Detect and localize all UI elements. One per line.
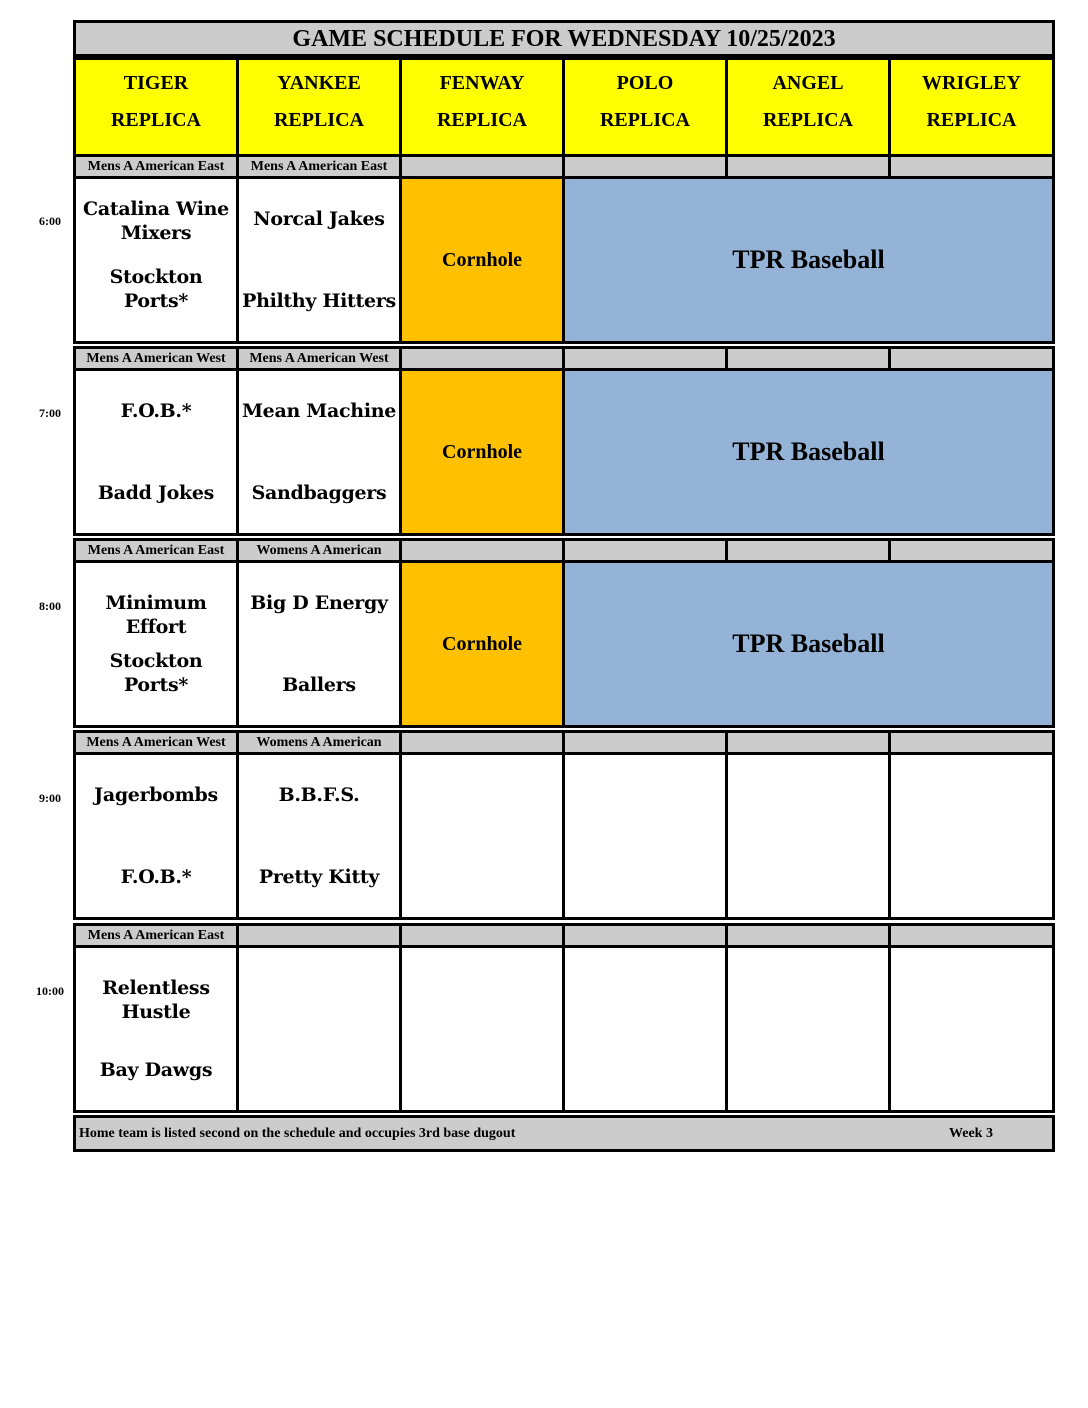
game-cell xyxy=(236,560,402,728)
home-team: Pretty Kitty xyxy=(258,866,380,888)
empty-cell xyxy=(725,752,891,920)
empty-cell xyxy=(236,945,402,1113)
division-label: Mens A American East xyxy=(73,923,239,948)
division-label: Womens A American xyxy=(236,538,402,563)
field-name: POLO xyxy=(616,72,674,94)
week-label: Week 3 xyxy=(949,1126,993,1141)
time-label-8: 8:00 xyxy=(39,599,61,613)
away-team: Catalina Wine Mixers xyxy=(83,198,229,244)
division-label: Mens A American East xyxy=(73,154,239,179)
division-label: Mens A American West xyxy=(236,346,402,371)
empty-cell xyxy=(562,752,728,920)
empty-cell xyxy=(888,945,1055,1113)
home-team-note: Home team is listed second on the schedule and occupies 3rd base dugout xyxy=(79,1126,516,1141)
empty-cell xyxy=(725,945,891,1113)
home-team: Bay Dawgs xyxy=(99,1059,213,1081)
time-label-7: 7:00 xyxy=(39,406,61,420)
home-team: Sandbaggers xyxy=(251,482,387,504)
field-sub: REPLICA xyxy=(436,109,527,131)
home-team: Stockton Ports* xyxy=(109,650,203,696)
schedule-table xyxy=(73,20,1055,1152)
division-label: Womens A American xyxy=(236,730,402,755)
field-sub: REPLICA xyxy=(762,109,853,131)
schedule-footer xyxy=(73,1115,1055,1152)
schedule-title: GAME SCHEDULE FOR WEDNESDAY 10/25/2023 xyxy=(73,20,1055,57)
away-team: F.O.B.* xyxy=(120,400,192,422)
game-cell xyxy=(73,752,239,920)
division-label: Mens A American East xyxy=(236,154,402,179)
away-team: B.B.F.S. xyxy=(278,784,360,806)
game-cell xyxy=(73,945,239,1113)
empty-cell xyxy=(888,752,1055,920)
game-cell xyxy=(236,176,402,344)
game-cell xyxy=(73,560,239,728)
field-name: WRIGLEY xyxy=(922,72,1021,94)
away-team: Mean Machine xyxy=(241,400,397,422)
game-cell xyxy=(73,176,239,344)
cornhole-block: Cornhole xyxy=(399,560,565,728)
time-label-6: 6:00 xyxy=(39,214,61,228)
time-label-9: 9:00 xyxy=(39,791,61,805)
field-sub: REPLICA xyxy=(599,109,690,131)
home-team: Ballers xyxy=(282,674,356,696)
home-team: Stockton Ports* xyxy=(109,266,203,312)
time-label-10: 10:00 xyxy=(36,984,64,998)
away-team: Jagerbombs xyxy=(94,784,218,806)
empty-cell xyxy=(399,752,565,920)
field-name: YANKEE xyxy=(277,72,361,94)
field-name: TIGER xyxy=(123,72,189,94)
game-cell xyxy=(73,368,239,536)
field-sub: REPLICA xyxy=(273,109,364,131)
field-sub: REPLICA xyxy=(110,109,201,131)
tpr-baseball-block: TPR Baseball xyxy=(562,176,1055,344)
away-team: Relentless Hustle xyxy=(102,977,210,1023)
away-team: Big D Energy xyxy=(250,592,388,614)
field-name: FENWAY xyxy=(439,72,525,94)
cornhole-block: Cornhole xyxy=(399,368,565,536)
away-team: Norcal Jakes xyxy=(253,208,385,230)
empty-cell xyxy=(562,945,728,1113)
cornhole-block: Cornhole xyxy=(399,176,565,344)
division-label: Mens A American West xyxy=(73,730,239,755)
field-sub: REPLICA xyxy=(926,109,1017,131)
tpr-baseball-block: TPR Baseball xyxy=(562,560,1055,728)
division-label: Mens A American East xyxy=(73,538,239,563)
field-name: ANGEL xyxy=(772,72,844,94)
game-cell xyxy=(236,368,402,536)
home-team: F.O.B.* xyxy=(120,866,192,888)
home-team: Philthy Hitters xyxy=(242,290,396,312)
tpr-baseball-block: TPR Baseball xyxy=(562,368,1055,536)
game-cell xyxy=(236,752,402,920)
empty-cell xyxy=(399,945,565,1113)
away-team: Minimum Effort xyxy=(105,592,207,638)
division-label: Mens A American West xyxy=(73,346,239,371)
home-team: Badd Jokes xyxy=(97,482,215,504)
